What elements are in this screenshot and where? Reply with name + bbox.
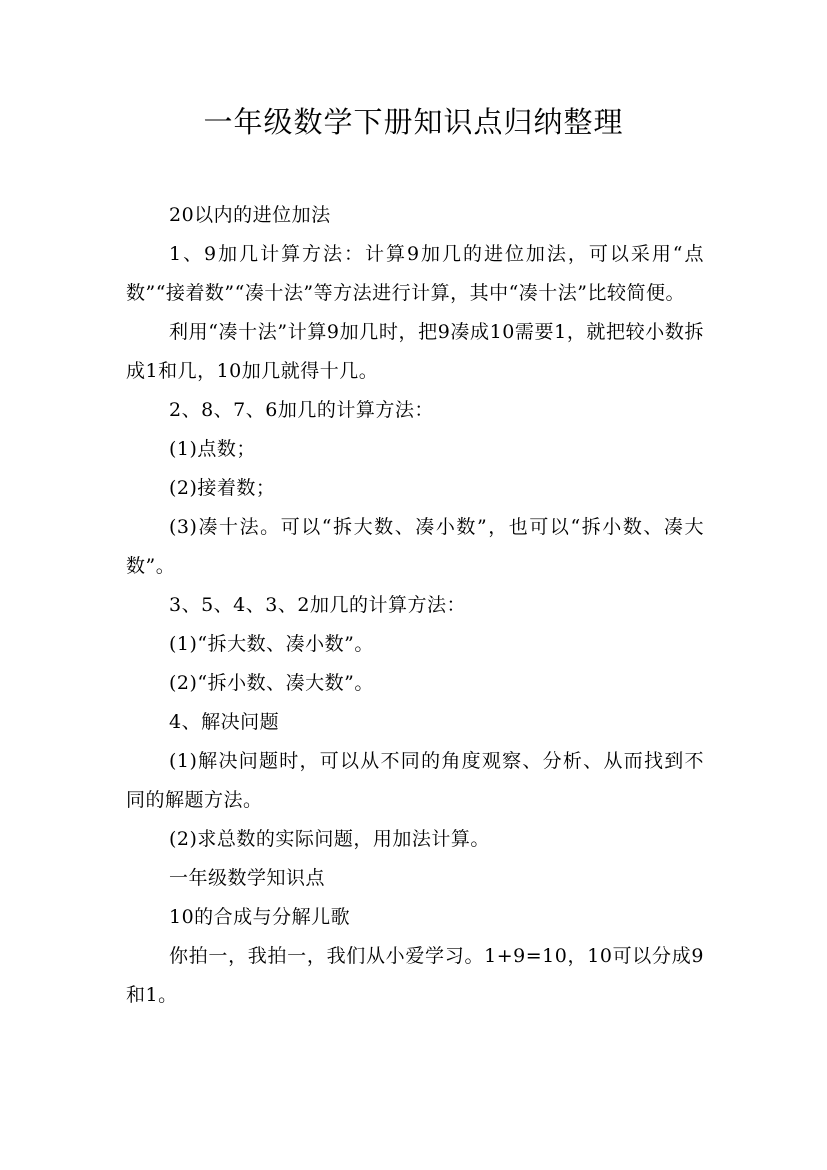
document-title: 一年级数学下册知识点归纳整理 bbox=[203, 105, 624, 139]
paragraph: (2)求总数的实际问题，用加法计算。 bbox=[169, 828, 490, 850]
paragraph: 1、9加几计算方法：计算9加几的进位加法，可以采用“点数”“接着数”“凑十法”等方法进行计算，其中“凑十法”比较简便。 bbox=[126, 243, 704, 304]
paragraph: (1)解决问题时，可以从不同的角度观察、分析、从而找到不同的解题方法。 bbox=[126, 750, 704, 811]
paragraph: (2)接着数； bbox=[169, 477, 276, 499]
paragraph: (3)凑十法。可以“拆大数、凑小数”，也可以“拆小数、凑大数”。 bbox=[126, 516, 704, 577]
paragraph: 10的合成与分解儿歌 bbox=[169, 906, 351, 928]
paragraph: 一年级数学知识点 bbox=[169, 867, 326, 889]
paragraph: (2)“拆小数、凑大数”。 bbox=[169, 672, 374, 694]
paragraph: 20以内的进位加法 bbox=[169, 204, 331, 226]
paragraph: 2、8、7、6加几的计算方法： bbox=[169, 399, 434, 421]
paragraph: 4、解决问题 bbox=[169, 711, 280, 733]
paragraph: (1)“拆大数、凑小数”。 bbox=[169, 633, 374, 655]
paragraph: 利用“凑十法”计算9加几时，把9凑成10需要1，就把较小数拆成1和几，10加几就得十几。 bbox=[126, 321, 704, 382]
paragraph: 你拍一，我拍一，我们从小爱学习。1+9=10，10可以分成9和1。 bbox=[126, 945, 704, 1006]
paragraph: 3、5、4、3、2加几的计算方法： bbox=[169, 594, 466, 616]
document-body bbox=[126, 196, 704, 1015]
paragraph: (1)点数； bbox=[169, 438, 256, 460]
